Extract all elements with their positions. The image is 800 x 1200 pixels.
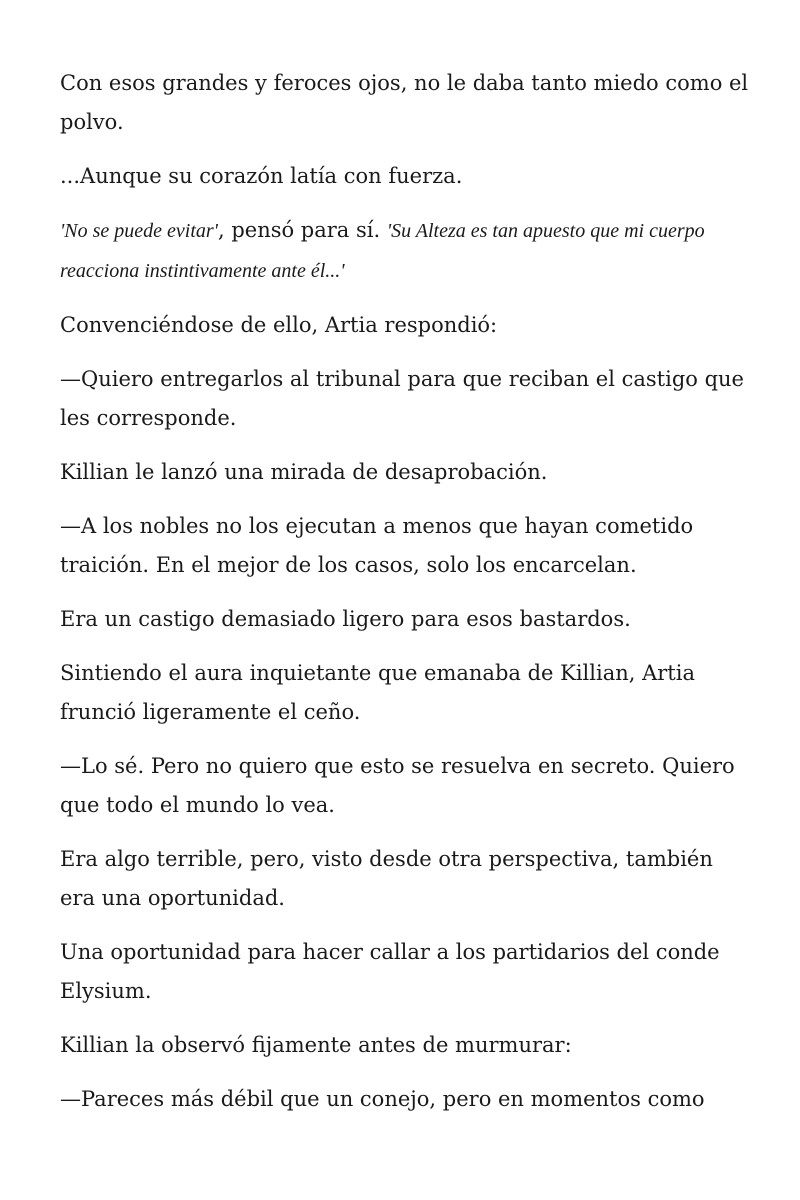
paragraph bbox=[60, 211, 750, 291]
paragraph: Con esos grandes y feroces ojos, no le daba tanto miedo como el polvo. bbox=[60, 71, 749, 134]
paragraph: Convenciéndose de ello, Artia respondió: bbox=[60, 313, 498, 337]
paragraph: Era algo terrible, pero, visto desde otra perspectiva, también era una oportunidad. bbox=[60, 847, 713, 910]
paragraph: Era un castigo demasiado ligero para esos bastardos. bbox=[60, 607, 631, 631]
inner-thought: 'Su Alteza es tan apuesto que mi cuerpo reacciona instintivamente ante él...' bbox=[60, 220, 705, 282]
paragraph: Una oportunidad para hacer callar a los partidarios del conde Elysium. bbox=[60, 940, 720, 1003]
paragraph: Sintiendo el aura inquietante que emanaba de Killian, Artia frunció ligeramente el ceño. bbox=[60, 661, 695, 724]
paragraph: —Quiero entregarlos al tribunal para que reciban el castigo que les corresponde. bbox=[60, 367, 744, 430]
inner-thought: 'No se puede evitar' bbox=[60, 220, 218, 242]
document-page bbox=[60, 64, 750, 1134]
paragraph: ...Aunque su corazón latía con fuerza. bbox=[60, 164, 463, 188]
paragraph: —Pareces más débil que un conejo, pero en momentos como bbox=[60, 1087, 705, 1111]
paragraph: Killian la observó fijamente antes de murmurar: bbox=[60, 1033, 572, 1057]
paragraph: —Lo sé. Pero no quiero que esto se resuelva en secreto. Quiero que todo el mundo lo vea. bbox=[60, 754, 735, 817]
paragraph: Killian le lanzó una mirada de desaprobación. bbox=[60, 460, 548, 484]
paragraph: —A los nobles no los ejecutan a menos que hayan cometido traición. En el mejor de los casos, solo los encarcelan. bbox=[60, 514, 694, 577]
narration: , pensó para sí. bbox=[217, 218, 387, 242]
